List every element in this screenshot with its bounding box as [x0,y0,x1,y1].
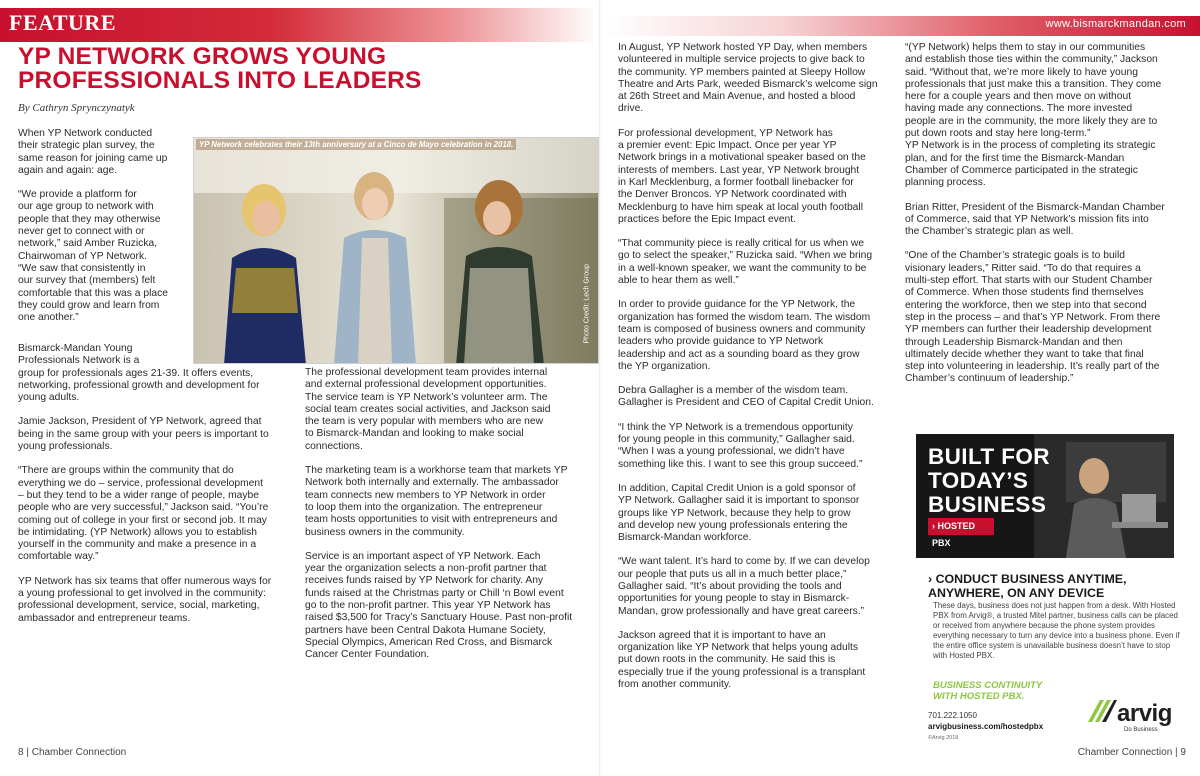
footer-right-folio: Chamber Connection | 9 [1077,747,1186,758]
photo-caption: YP Network celebrates their 13th anniversary at a Cinco de Mayo celebration in 2018. [196,139,516,150]
column-2 [305,367,595,674]
paragraph: Jamie Jackson, President of YP Network, agreed that being in the same group with your peers is important to young professionals. [18,416,269,453]
section-label: FEATURE [9,10,116,35]
ad-body-text: These days, business does not just happen from a desk. With Hosted PBX from Arvig®, a trusted Mitel partner, business calls can be placed or received from anywhere because the phone system provides everything necessary to turn any device into a business phone. Even if the entire office system is unavailable business doesn’t have to stop with Hosted PBX. [933,601,1180,661]
column-3 [618,42,908,703]
column-1-bottom [18,343,310,637]
column-4 [905,42,1195,398]
photo-credit: Photo Credit: Lech Group [583,264,591,344]
article-headline: YP NETWORK GROWS YOUNG PROFESSIONALS INTO LEADERS [18,43,422,94]
paragraph: In August, YP Network hosted YP Day, when members volunteered in multiple service projects to give back to the community. YP members painted at Sleepy Hollow Theatre and Arts Park, weeded Bismarck’s welcome sign at 26th Street and Main Avenue, and hosted a blood drive. [618,42,878,115]
paragraph: In order to provide guidance for the YP Network, the organization has formed the wisdom team. The wisdom team is composed of business owners and community leaders who provide guidance to YP Network leadership and act as a sounding board as they grow the YP organization. [618,299,871,372]
paragraph: “We want talent. It’s hard to come by. If we can develop our people that puts us all in a much better place,” Gallagher said. “It’s about providing the tools and opportunities for young people to stay in Bismarck- Mandan, grow professionally and have great careers.” [618,556,870,617]
site-url: www.bismarckmandan.com [1045,18,1186,30]
paragraph: Debra Gallagher is a member of the wisdom team. Gallagher is President and CEO of Capital Credit Union. [618,385,874,409]
paragraph: YP Network has six teams that offer numerous ways for a young professional to get involved in the community: professional development, service, social, marketing, ambassador and entrepreneur teams. [18,575,272,624]
paragraph: “(YP Network) helps them to stay in our communities and establish those ties within the community,” Jackson said. “Without that, we’re more likely to have young professionals that just make this a transition. They come here for a couple years and then move on without having made any connections. The more invested people are in the community, the more likely they are to put down roots and stay here long-term.” YP Network is in the process of completing its strategic plan, and for the first time the Bismarck-Mandan Chamber of Commerce participated in the strategic planning process. [905,42,1162,189]
byline: By Cathryn Sprynczynatyk [18,102,135,114]
arvig-logo-icon [1086,696,1118,728]
ad-subheadline: › CONDUCT BUSINESS ANYTIME, ANYWHERE, ON ANY DEVICE [928,572,1127,600]
footer-left-folio: 8 | Chamber Connection [18,747,127,758]
paragraph: In addition, Capital Credit Union is a gold sponsor of YP Network. Gallagher said it is important to sponsor groups like YP Network, because they help to grow and develop new young professionals entering the Bismarck-Mandan workforce. [618,482,860,544]
paragraph: The marketing team is a workhorse team that markets YP Network both internally and externally. The ambassador team connects new members to YP Network in order to loop them into the organization. The entrepreneur team hosts opportunities to visit with entrepreneurs and business owners in the community. [305,465,568,538]
paragraph: Brian Ritter, President of the Bismarck-Mandan Chamber of Commerce, said that YP Network’s mission fits into the Chamber’s strategic plan as well. [905,201,1165,238]
ad-phone[interactable]: 701.222.1050 [928,711,977,720]
event-photo [193,137,599,364]
column-1-top [18,128,190,336]
paragraph: Jackson agreed that it is important to have an organization like YP Network that helps young adults put down roots in the community. He said this is especially true if the young professional is a transplant from another community. [618,629,866,691]
paragraph: When YP Network conducted their strategic plan survey, the same reason for joining came up again and again: age. [18,128,168,176]
arvig-wordmark: arvig [1117,700,1172,727]
paragraph: The professional development team provides internal and external professional development opportunities. The service team is YP Network’s volunteer arm. The social team creates social activities, and Jackson said the team is very popular with members who are new to Bismarck-Mandan and looking to make social connections. [305,367,551,452]
paragraph: “We provide a platform for our age group to network with people that they may otherwise never get to connect with or network,” said Amber Ruzicka, Chairwoman of YP Network. “We saw that consistently in our survey that (members) felt comfortable that this was a place they could grow and learn from one another.” [18,189,168,324]
paragraph: “That community piece is really critical for us when we go to select the speaker,” Ruzicka said. “When we bring in a well-known speaker, we want the community to be able to hear them as well.” [618,238,873,287]
photo-credit-container [577,250,591,350]
event-photo-illustration [194,138,599,364]
paragraph: “One of the Chamber’s strategic goals is to build visionary leaders,” Ritter said. “To do that requires a multi-step effort. That starts with our Student Chamber of Commerce. When those students find themselves entering the workforce, then we step into that second step in the process – and that’s YP Network. From there YP members can further their leadership development through Leadership Bismarck-Mandan and then ultimately decide whether they want to take that final step into volunteering in leadership. It’s really part of the Chamber’s continuum of leadership.” [905,250,1161,385]
ad-tagline: BUSINESS CONTINUITY WITH HOSTED PBX. [933,680,1043,702]
paragraph: Bismarck-Mandan Young Professionals Network is a group for professionals ages 21-39. It offers events, networking, professional growth and development for young adults. [18,343,260,404]
paragraph: “There are groups within the community that do everything we do – service, professional development – but they tend to be a wider range of people, maybe people who are very successful,” Jackson said. “You’re coming out of college in your first or second job. It may be intimidating. (YP Network) allows you to establish yourself in the community and make a presence in a comfortable way.” [18,465,269,563]
page-gutter [599,0,601,776]
ad-product-chip[interactable]: › HOSTED PBX [928,518,994,535]
ad-url-link[interactable]: arvigbusiness.com/hostedpbx [928,722,1044,731]
paragraph: “I think the YP Network is a tremendous opportunity for young people in this community,” Gallagher said. “When I was a young professional, we didn’t have something like this. I want to see this group succeed.” [618,421,863,470]
arvig-tagline: Do Business [1124,727,1158,733]
ad-copyright: ©Arvig 2018 [928,735,959,741]
ad-headline: BUILT FOR TODAY’S BUSINESS [928,444,1050,517]
paragraph: Service is an important aspect of YP Network. Each year the organization selects a non-profit partner that receives funds raised by YP Network for charity. Any funds raised at the Christmas party or Chill ‘n Bowl event go to the non-profit partner. This year YP Network has raised $3,500 for Tracy’s Sanctuary House. Past non-profit partners have been Central Dakota Humane Society, Special Olympics, American Red Cross, and Bismarck Cancer Center Foundation. [305,550,573,661]
paragraph: For professional development, YP Network has a premier event: Epic Impact. Once per year YP Network brings in a motivational speaker based on the interests of members. Last year, YP Network brought in Karl Mecklenburg, a former football linebacker for the Denver Broncos. YP Network coordinated with Mecklenburg to have him speak at local youth football practices before the Epic Impact event. [618,127,866,225]
